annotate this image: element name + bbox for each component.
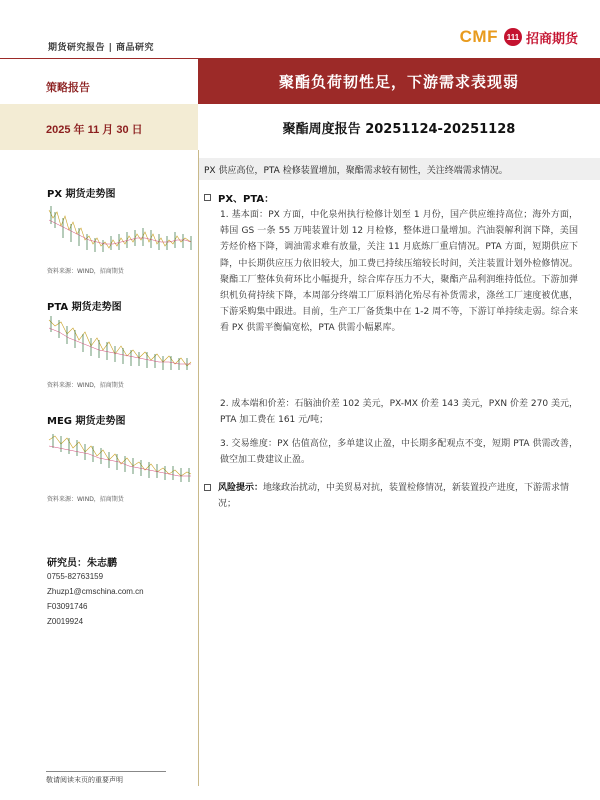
checkbox-bullet-icon [204,194,211,201]
analyst-email[interactable]: Zhuzp1@cmschina.com.cn [47,587,144,596]
risk-section [204,480,584,512]
paragraph-cost-spread: 2. 成本端和价差：石脑油价差 102 美元，PX-MX 价差 143 美元，PXN 价差 270 美元，PTA 加工费在 161 元/吨； [220,399,578,426]
footer-divider [46,771,166,772]
headline: 聚酯负荷韧性足，下游需求表现弱 [278,73,519,91]
pta-chart-image [45,312,195,372]
paragraph-trading: 3. 交易维度：PX 估值高位，多单建议止盈，中长期多配观点不变，短期 PTA 供需改善，做空加工费建议止盈。 [220,439,578,466]
analyst-name: 研究员：朱志鹏 [47,558,117,569]
meg-chart-title: MEG 期货走势图 [47,416,126,427]
checkbox-bullet-icon [204,484,211,491]
report-date: 2025 年 11 月 30 日 [46,124,143,136]
meg-chart-source: 资料来源：WIND，招商期货 [47,496,124,503]
meg-chart-image [45,426,195,486]
analyst-license-f: F03091746 [47,602,88,611]
footer-disclaimer[interactable]: 敬请阅读末页的重要声明 [46,776,123,784]
report-title: 聚酯周度报告 20251124-20251128 [282,121,516,137]
department-label: 期货研究报告 | 商品研究 [48,43,155,53]
px-chart-image [45,198,195,258]
section-px-heading [204,190,274,205]
logo-chinese: 招商期货 [525,31,578,47]
paragraph-fundamentals: 1. 基本面：PX 方面，中化泉州执行检修计划至 1 月份，国产供应维持高位；海外方面，韩国 GS 一条 55 万吨装置计划 12 月检修，整体进口量增加。汽油裂解利润下降，美国芳烃价格下降，调油需求难有放量，关注 11 月底炼厂重启情况。PTA 方面，短期供应下降，中长期供应压力依旧较大，加工费已持续压缩较长时间，关注装置计划外检修情况。聚酯工厂整体负荷环比小幅提升，综合库存压力不大，聚酯产品利润维持低位。下游加弹织机负荷持续下降，本周部分终端工厂原料消化殆尽有补货需求，涤丝工厂速度被优惠，下游采购集中跟进。目前，生产工厂备货集中在 1-2 周不等，下游订单持续走弱。综合来看 PX 供需平衡偏宽松，PTA 供需小幅累库。 [220,210,578,334]
risk-text: 地缘政治扰动，中美贸易对抗，装置检修情况，新装置投产进度，下游需求情况； [218,483,570,510]
company-logo [460,27,578,47]
logo-mark-icon: 111 [504,28,522,46]
analyst-license-z: Z0019924 [47,617,84,626]
analyst-phone: 0755-82763159 [47,572,104,581]
page-header [0,0,600,58]
pta-chart-source: 资料来源：WIND，招商期货 [47,382,124,389]
report-type-label: 策略报告 [46,81,90,94]
headline-band [198,59,600,104]
risk-label: 风险提示： [218,483,264,493]
column-divider [198,150,199,786]
summary-text: PX 供应高位，PTA 检修装置增加，聚酯需求较有韧性，关注终端需求情况。 [204,166,508,176]
px-chart-title: PX 期货走势图 [47,189,116,200]
risk-paragraph [218,480,584,512]
report-type-cell [0,59,198,104]
px-chart-source: 资料来源：WIND，招商期货 [47,268,124,275]
section-px-heading-text: PX、PTA： [218,194,275,205]
logo-latin: CMF [459,27,498,46]
pta-chart-title: PTA 期货走势图 [47,302,122,313]
